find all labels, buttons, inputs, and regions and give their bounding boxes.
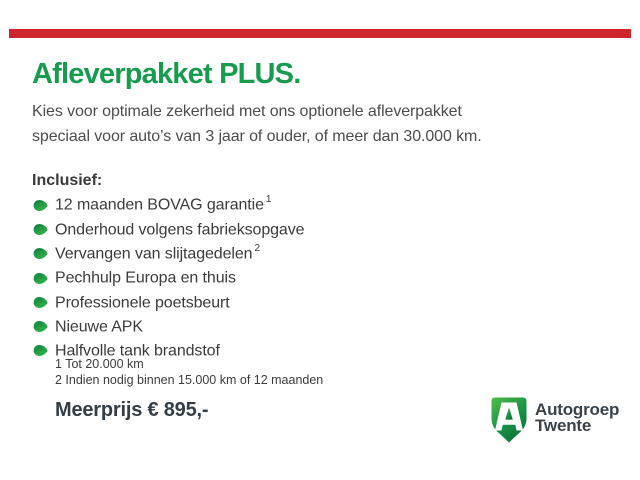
brand-logo	[490, 396, 619, 444]
list-item	[32, 217, 306, 241]
list-item-text: Pechhulp Europa en thuis	[55, 269, 236, 287]
leaf-bullet-icon	[32, 272, 49, 285]
footnote-ref: 2	[254, 243, 260, 255]
brand-name	[535, 396, 619, 433]
footnote-2: 2 Indien nodig binnen 15.000 km of 12 maanden	[55, 373, 324, 387]
feature-list	[32, 193, 306, 363]
list-item	[32, 314, 306, 338]
list-item	[32, 290, 306, 314]
intro-line-2: speciaal voor auto’s van 3 jaar of ouder, of meer dan 30.000 km.	[32, 127, 482, 145]
list-item-label	[55, 317, 145, 336]
list-item-text: Nieuwe APK	[55, 318, 143, 336]
leaf-bullet-icon	[32, 344, 49, 357]
leaf-bullet-icon	[32, 296, 49, 309]
leaf-bullet-icon	[32, 247, 49, 260]
list-item-label	[55, 195, 271, 214]
leaf-bullet-icon	[32, 199, 49, 212]
intro-text	[32, 100, 482, 149]
intro-line-1: Kies voor optimale zekerheid met ons optionele afleverpakket	[32, 103, 462, 120]
list-item-text: Onderhoud volgens fabrieksopgave	[55, 221, 305, 239]
list-item-text: Professionele poetsbeurt	[55, 294, 230, 311]
leaf-bullet-icon	[32, 223, 49, 236]
page-title: Afleverpakket PLUS.	[32, 58, 301, 90]
list-item	[32, 242, 306, 266]
list-item-text: Halfvolle tank brandstof	[55, 342, 220, 360]
footnote-ref: 1	[265, 194, 272, 206]
price-text: Meerprijs € 895,-	[55, 399, 209, 421]
list-item	[32, 193, 306, 217]
list-item	[32, 266, 306, 290]
brand-name-line1: Autogroep	[535, 400, 620, 419]
list-item-text: Vervangen van slijtagedelen	[55, 245, 253, 263]
list-label: Inclusief:	[32, 172, 103, 189]
list-item-label	[55, 220, 306, 239]
brand-name-line2: Twente	[535, 415, 592, 435]
autogroep-shield-a-icon	[490, 396, 528, 444]
footnote-1: 1 Tot 20.000 km	[55, 357, 144, 371]
list-item-text: 12 maanden BOVAG garantie	[55, 196, 264, 214]
footnotes	[55, 356, 323, 388]
leaf-bullet-icon	[32, 320, 49, 333]
top-accent-bar	[9, 29, 631, 38]
list-item-label	[55, 268, 238, 287]
list-item-label	[55, 293, 232, 312]
list-item-label	[55, 244, 260, 263]
